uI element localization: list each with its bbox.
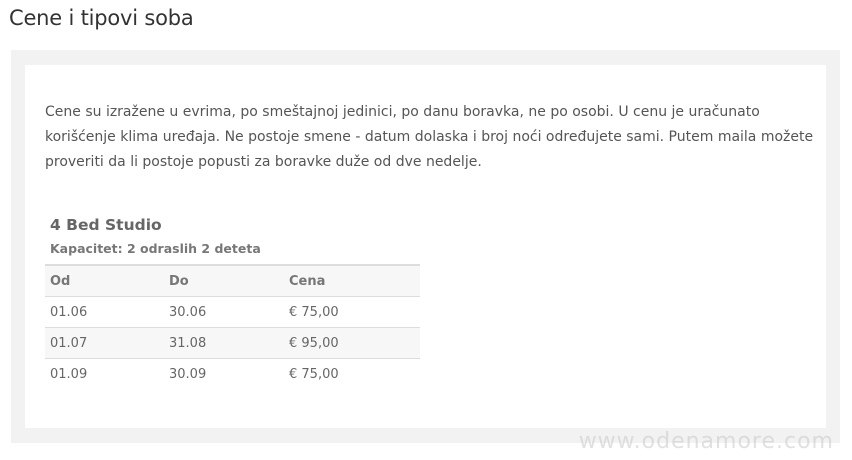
cell-cena: € 95,00 xyxy=(284,328,420,359)
content-panel xyxy=(11,50,840,443)
price-table xyxy=(45,264,420,389)
page-title: Cene i tipovi soba xyxy=(9,6,194,30)
cell-od: 01.07 xyxy=(45,328,164,359)
cell-do: 30.09 xyxy=(169,366,207,382)
watermark: www.odenamore.com xyxy=(578,429,834,454)
cell-do: 31.08 xyxy=(164,328,284,359)
content-card xyxy=(25,65,826,428)
table-row xyxy=(45,359,420,390)
column-header-od: Od xyxy=(45,265,164,297)
intro-text: Cene su izražene u evrima, po smeštajnoj jedinici, po danu boravka, ne po osobi. U cenu je uračunato korišćenje klima uređaja. Ne postoje smene - datum dolaska i broj noći određujete sami. Putem maila možete proveriti da li postoje popusti za boravke duže od dve nedelje. xyxy=(45,104,814,170)
room-capacity: Kapacitet: 2 odraslih 2 deteta xyxy=(50,241,261,256)
column-header-do: Do xyxy=(164,265,284,297)
table-row xyxy=(45,328,420,359)
cell-cena: € 75,00 xyxy=(289,366,339,382)
cell-cena: € 75,00 xyxy=(284,297,420,328)
cell-od: 01.09 xyxy=(50,366,88,382)
column-header-cena: Cena xyxy=(284,265,420,297)
table-header-row xyxy=(45,265,420,297)
table-row xyxy=(45,297,420,328)
room-title: 4 Bed Studio xyxy=(50,216,162,234)
cell-do: 30.06 xyxy=(164,297,284,328)
cell-od: 01.06 xyxy=(45,297,164,328)
